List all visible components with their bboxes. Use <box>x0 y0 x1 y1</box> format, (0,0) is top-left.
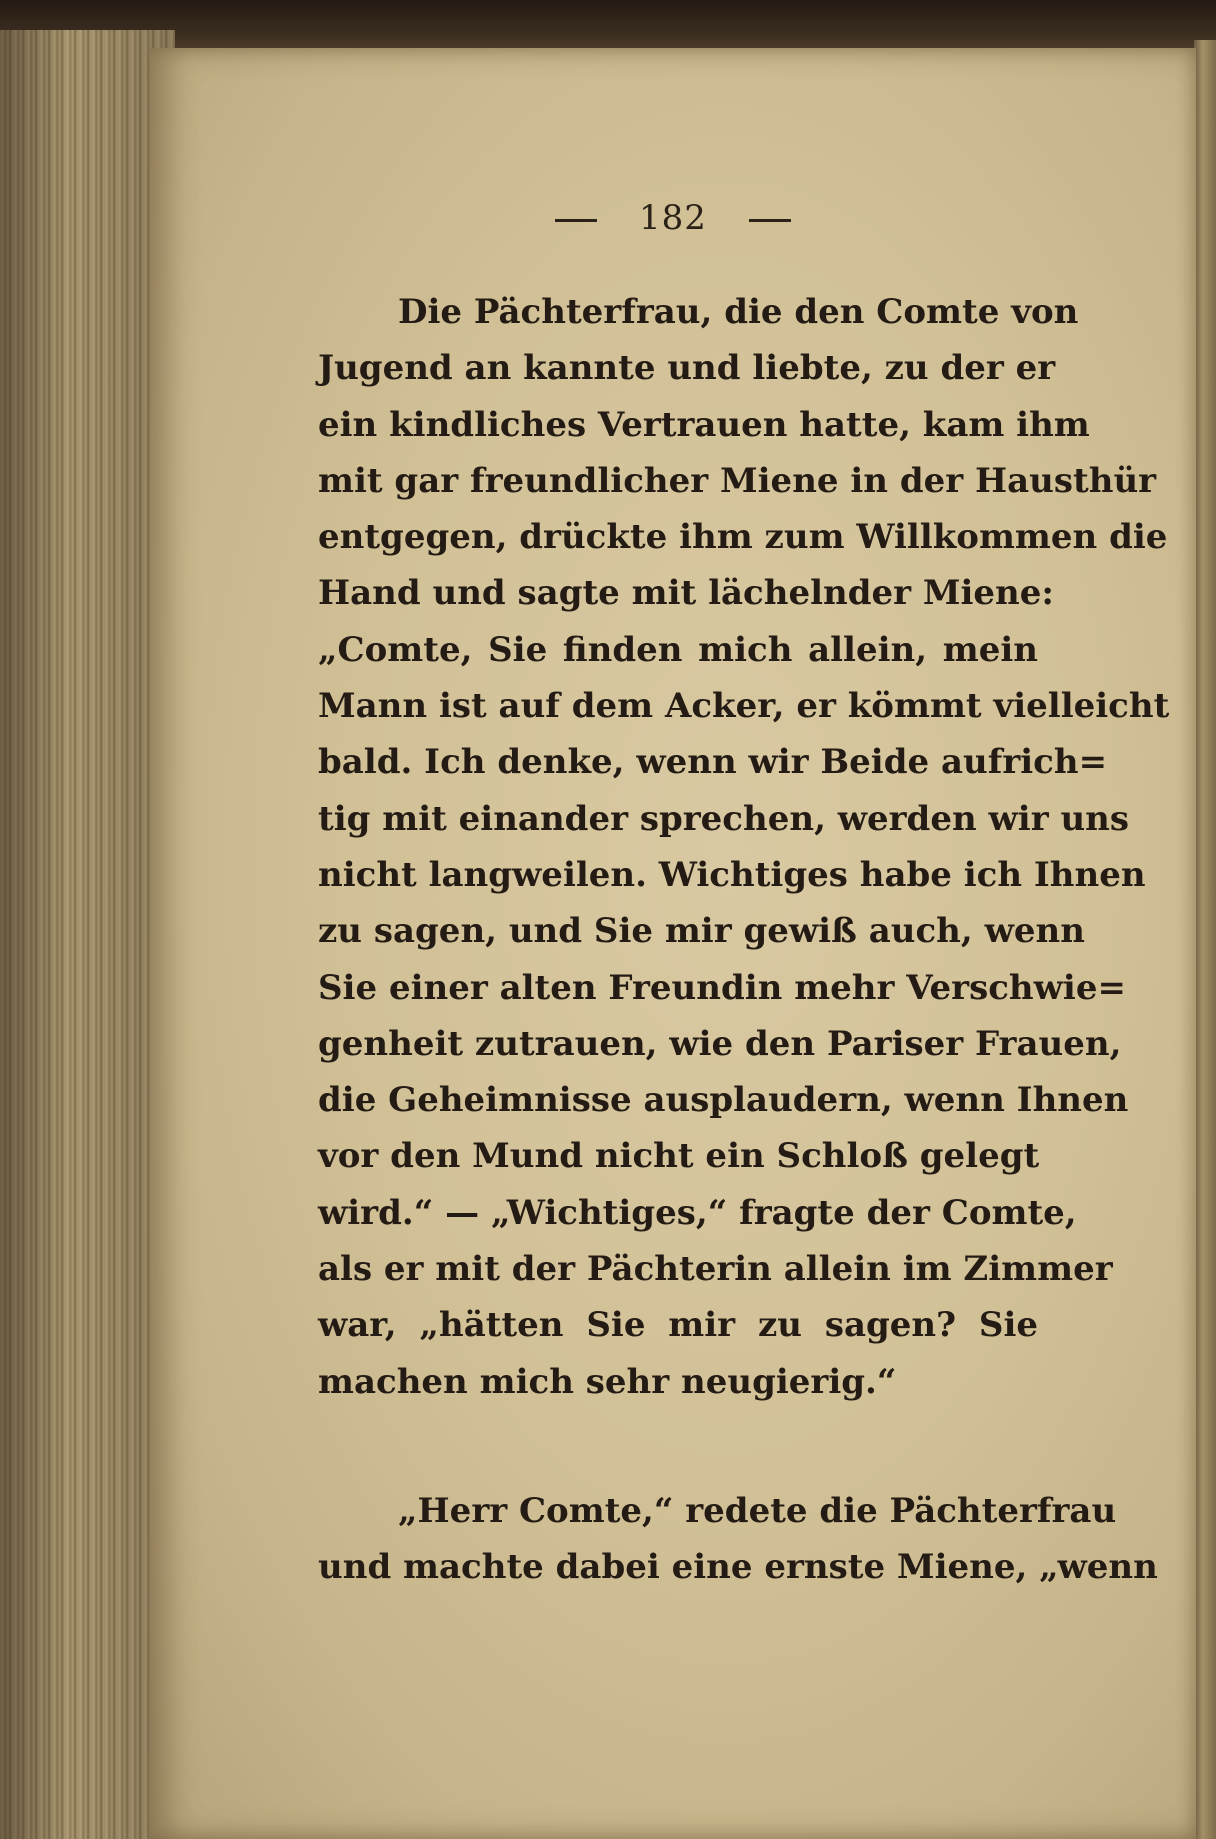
text-line: bald. Ich denke, wenn wir Beide aufrich= <box>318 742 1108 783</box>
text-line: nicht langweilen. Wichtiges habe ich Ihnen <box>318 854 1146 895</box>
page-number: 182 <box>639 198 707 238</box>
text-line: ein kindliches Vertrauen hatte, kam ihm <box>318 404 1090 445</box>
text-line: Hand und sagte mit lächelnder Miene: <box>318 573 1054 614</box>
paragraph-gap <box>318 1410 1038 1483</box>
text-line: tig mit einander sprechen, werden wir uns <box>318 798 1130 839</box>
book-page <box>150 48 1196 1839</box>
header-dash-right <box>749 219 791 222</box>
next-page-edge <box>1194 40 1216 1839</box>
text-line: vor den Mund nicht ein Schloß gelegt <box>318 1136 1040 1177</box>
text-line: Die Pächterfrau, die den Comte von <box>398 292 1079 332</box>
text-line: „Herr Comte,“ redete die Pächterfrau <box>398 1490 1117 1531</box>
body-text <box>318 284 1170 1596</box>
paragraph-2 <box>318 1483 1158 1596</box>
header-dash-left <box>555 219 597 222</box>
page-header <box>150 198 1196 238</box>
text-line: entgegen, drückte ihm zum Willkommen die <box>318 517 1168 558</box>
text-line: als er mit der Pächterin allein im Zimmer <box>318 1249 1113 1290</box>
text-line: und machte dabei eine ernste Miene, „wenn <box>318 1547 1158 1588</box>
text-line: Mann ist auf dem Acker, er kömmt vielleicht <box>318 686 1170 727</box>
text-line: genheit zutrauen, wie den Pariser Frauen, <box>318 1023 1122 1064</box>
page-stack-shadow <box>0 30 175 1839</box>
text-line: die Geheimnisse ausplaudern, wenn Ihnen <box>318 1080 1129 1121</box>
text-line: Sie einer alten Freundin mehr Verschwie= <box>318 967 1126 1008</box>
text-line: Jugend an kannte und liebte, zu der er <box>318 348 1056 389</box>
text-line: „Comte, Sie finden mich allein, mein <box>318 629 1038 670</box>
book-cover-edge <box>0 0 1216 48</box>
text-line: mit gar freundlicher Miene in der Hausthür <box>318 460 1157 501</box>
text-line: zu sagen, und Sie mir gewiß auch, wenn <box>318 911 1085 952</box>
text-line: wird.“ — „Wichtiges,“ fragte der Comte, <box>318 1192 1077 1233</box>
text-line: machen mich sehr neugierig.“ <box>318 1361 897 1402</box>
text-line: war, „hätten Sie mir zu sagen? Sie <box>318 1305 1038 1346</box>
paragraph-1 <box>318 284 1170 1410</box>
